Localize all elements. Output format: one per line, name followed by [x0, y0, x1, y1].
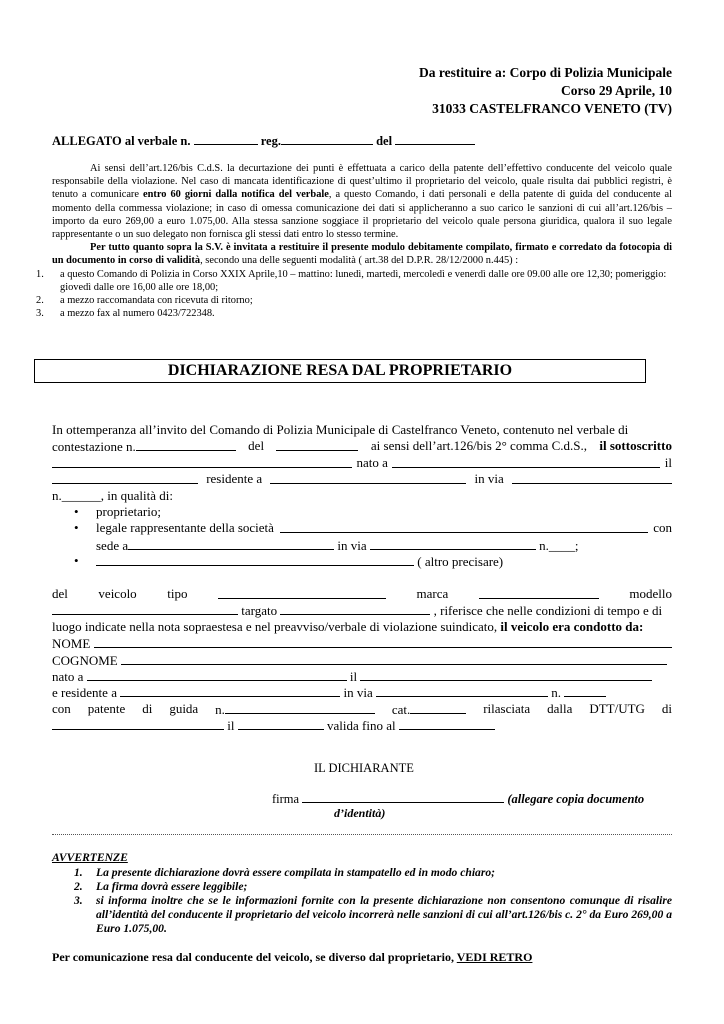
driver-license-line — [52, 701, 672, 717]
license-category-label: cat. — [391, 701, 411, 717]
license-text: patente — [87, 700, 126, 716]
bullet-icon: • — [74, 503, 79, 519]
list-number: 3. — [74, 894, 83, 907]
body-l1-text: In ottemperanza all’invito del Comando di Polizia Municipale di Castelfranco Veneto, contenuto nel verbale di — [52, 422, 629, 437]
birthdate-field[interactable] — [52, 471, 198, 484]
modello-label: modello — [629, 586, 672, 601]
intro-p1-rest: , a questo Comando, i dati personali e della patente di guida del conducente al momento della commessa violazione; in caso di omessa comunicazione dei dati si applicheranno a suo carico le sanzioni di cui all’art.126/bis – importo da euro 269,00 a euro 1.075,00. Alla stessa sanzione soggiace il proprietario del veicolo quale persona giuridica, qualora il suo legale rappresentante o un suo delegato non fornisca gli stessi dati entro lo stesso termine. — [52, 189, 672, 241]
list-item — [36, 307, 674, 320]
driver-birthdate-field[interactable] — [360, 668, 652, 681]
in-via-label: in via — [474, 471, 504, 487]
con-label: con — [653, 520, 672, 536]
firma-note-2: d’identità) — [334, 806, 386, 820]
allegato-label: ALLEGATO al verbale n. — [52, 134, 191, 148]
contestazione-group — [52, 438, 236, 454]
license-number-group — [215, 701, 375, 717]
firma-label: firma — [272, 792, 300, 806]
body-line-4 — [52, 471, 672, 487]
vehicle-line-2-text: , riferisce che nelle condizioni di tempo e di — [433, 603, 663, 619]
option-legale-rappresentante[interactable] — [52, 520, 672, 536]
allegato-line — [52, 132, 475, 149]
in-via-label: in via — [343, 685, 373, 701]
marca-label: marca — [416, 586, 449, 601]
verbale-number-field[interactable] — [194, 132, 258, 145]
nato-a-label: nato a — [52, 668, 84, 684]
vehicle-brand-field[interactable] — [479, 586, 599, 599]
address-line-1: Da restituire a: Corpo di Polizia Municipale — [419, 65, 672, 80]
vehicle-type-field[interactable] — [218, 586, 386, 599]
del-label: del — [52, 586, 68, 601]
sottoscritto-label: il sottoscritto — [599, 438, 672, 454]
birthplace-field[interactable] — [392, 455, 660, 468]
warning-text: La firma dovrà essere leggibile; — [96, 880, 248, 893]
intro-p2-rest: , secondo una delle seguenti modalità ( art.38 del D.P.R. 28/12/2000 n.445) : — [200, 255, 519, 267]
license-text: dalla — [547, 700, 573, 716]
section-title: DICHIARAZIONE RESA DAL PROPRIETARIO — [34, 359, 646, 383]
intro-p1-bold: entro 60 giorni dalla notifica del verbale — [143, 189, 329, 201]
company-street-field[interactable] — [370, 537, 536, 550]
body-line-5: n.______, in qualità di: — [52, 487, 173, 503]
license-text: di — [661, 700, 672, 716]
intro-p1-text: Ai sensi dell’art.126/bis C.d.S. la decurtazione dei punti è effettuata a carico della patente dell’effettivo conducente del veicolo quale responsabile della violazione. Nel caso di mancata identificazione di quest’ultimo il proprietario del veicolo, quale risulta dai pubblici registri, è tenuto a comunicare — [52, 163, 672, 201]
list-item — [36, 268, 674, 294]
license-text: di — [142, 700, 153, 716]
residence-city-field[interactable] — [270, 471, 466, 484]
bullet-icon: • — [74, 553, 79, 569]
dotted-divider — [52, 834, 672, 835]
nato-a-label: nato a — [356, 454, 388, 470]
list-number: 3. — [36, 308, 44, 319]
nome-label: NOME — [52, 636, 91, 652]
list-item — [36, 294, 674, 307]
n-label: n. — [551, 685, 561, 701]
driver-name-field[interactable] — [94, 635, 672, 648]
driver-residence-street-field[interactable] — [376, 684, 548, 697]
list-item — [52, 894, 672, 936]
license-number-label: n. — [215, 701, 225, 717]
footer-text: Per comunicazione resa dal conducente del veicolo, se diverso dal proprietario, — [52, 950, 454, 964]
contestazione-label: contestazione n. — [52, 439, 136, 455]
list-number: 1. — [74, 866, 83, 879]
warnings-section — [52, 851, 672, 936]
license-text: con — [52, 700, 71, 716]
warning-text: La presente dichiarazione dovrà essere compilata in stampatello ed in modo chiaro; — [96, 866, 496, 879]
signature-line — [272, 790, 644, 807]
vehicle-line-2 — [52, 602, 672, 618]
company-address-line — [52, 537, 672, 553]
list-item-text: a mezzo fax al numero 0423/722348. — [60, 308, 215, 319]
license-expiry-field[interactable] — [399, 717, 495, 730]
list-item-text: a questo Comando di Polizia in Corso XXIX Aprile,10 – mattino: lunedì, martedì, mercoledì e venerdì dalle ore 09.00 alle ore 12,30; pomeriggio: giovedì dalle ore 16,00 alle ore 18,00; — [60, 269, 667, 293]
license-number-field[interactable] — [225, 701, 375, 714]
driver-birthplace-field[interactable] — [87, 668, 347, 681]
list-item — [52, 866, 672, 880]
list-item-text: a mezzo raccomandata con ricevuta di ritorno; — [60, 295, 253, 306]
list-number: 2. — [74, 880, 83, 893]
driver-residence-line — [52, 684, 672, 700]
address-line-2: Corso 29 Aprile, 10 — [561, 83, 672, 98]
option-label: ( altro precisare) — [417, 554, 504, 570]
driver-birth-line — [52, 668, 672, 684]
intro-text — [52, 162, 672, 268]
license-plate-field[interactable] — [280, 602, 430, 615]
option-label: legale rappresentante della società — [96, 520, 274, 536]
vehicle-line-3-text: luogo indicate nella nota sopraestesa e nel preavviso/verbale di violazione suindicato, — [52, 618, 498, 634]
warning-text: si informa inoltre che se le informazioni fornite con la presente dichiarazione non consentono comunque di risalire all’identità del conducente il proprietario del veicolo incorrerà nelle sanzioni di cui all’art.126/bis c. 2° da Euro 269,00 a Euro 1.075,00. — [96, 894, 672, 935]
return-methods-list — [36, 268, 674, 320]
vehicle-section — [52, 586, 672, 734]
warnings-heading: AVVERTENZE — [52, 851, 128, 864]
targato-label: targato — [241, 603, 278, 619]
driver-residence-number-field[interactable] — [564, 684, 606, 697]
body-line-3 — [52, 455, 672, 471]
il-label: il — [349, 668, 358, 684]
list-number: 2. — [36, 295, 44, 306]
il-label: il — [664, 454, 672, 470]
option-altro[interactable] — [52, 553, 672, 569]
residente-label: e residente a — [52, 685, 117, 701]
signature-field[interactable] — [302, 790, 504, 803]
driver-surname-field[interactable] — [121, 652, 667, 665]
company-name-field[interactable] — [280, 520, 648, 533]
condotto-da-label: il veicolo era condotto da: — [500, 618, 644, 634]
option-label: proprietario; — [96, 503, 161, 519]
bullet-icon: • — [74, 520, 79, 536]
valida-fino-label: valida fino al — [326, 718, 396, 734]
license-issuer-field[interactable] — [52, 717, 224, 730]
driver-residence-city-field[interactable] — [120, 684, 340, 697]
vehicle-model-field[interactable] — [52, 602, 238, 615]
other-role-field[interactable] — [96, 553, 414, 566]
list-number: 1. — [36, 269, 44, 280]
del-label: del — [376, 134, 393, 148]
contestazione-date-field[interactable] — [276, 438, 358, 451]
company-number-label: n.____; — [539, 537, 579, 553]
sede-label: sede a — [96, 537, 129, 553]
footer-note — [52, 950, 532, 965]
driver-surname-line — [52, 652, 672, 668]
company-city-field[interactable] — [128, 537, 334, 550]
license-text: DTT/UTG — [589, 700, 645, 716]
reg-label: reg. — [260, 134, 281, 148]
license-text: guida — [169, 700, 199, 716]
firma-note: (allegare copia documento — [507, 792, 645, 806]
residence-street-field[interactable] — [512, 471, 672, 484]
driver-name-line — [52, 635, 672, 651]
del-label: del — [248, 438, 265, 454]
license-issue-date-field[interactable] — [238, 717, 324, 730]
del-date-field[interactable] — [395, 132, 475, 145]
vehicle-line-3 — [52, 619, 672, 635]
return-address — [419, 64, 672, 118]
veicolo-label: veicolo — [98, 586, 137, 601]
body-line-2 — [52, 438, 672, 454]
option-proprietario[interactable] — [52, 504, 672, 520]
contestazione-number-field[interactable] — [136, 438, 236, 451]
intro-paragraph-1 — [52, 162, 672, 241]
license-text: rilasciata — [483, 700, 531, 716]
list-item — [52, 880, 672, 894]
in-via-label: in via — [337, 537, 367, 553]
license-cat-group — [392, 701, 466, 717]
legal-reference: ai sensi dell’art.126/bis 2° comma C.d.S., — [370, 438, 587, 454]
vehicle-line-1 — [52, 586, 672, 602]
body-line-1 — [52, 422, 672, 438]
tipo-label: tipo — [167, 586, 188, 601]
address-line-3: 31033 CASTELFRANCO VENETO (TV) — [432, 101, 672, 116]
sottoscritto-name-field[interactable] — [52, 455, 352, 468]
intro-paragraph-2 — [52, 241, 672, 267]
intro-p2-bold: Per tutto quanto sopra la S.V. è invitata a restituire il presente modulo debitamente compilato, firmato e corredato da fotocopia di un documento in corso di validità — [52, 242, 672, 267]
cognome-label: COGNOME — [52, 652, 118, 668]
declaration-body — [52, 422, 672, 570]
license-category-field[interactable] — [410, 701, 466, 714]
residente-label: residente a — [206, 471, 263, 487]
il-label: il — [227, 718, 235, 734]
license-issue-line — [52, 717, 672, 733]
dichiarante-label: IL DICHIARANTE — [314, 761, 414, 775]
vedi-retro-link[interactable]: VEDI RETRO — [456, 950, 533, 964]
reg-field[interactable] — [281, 132, 373, 145]
